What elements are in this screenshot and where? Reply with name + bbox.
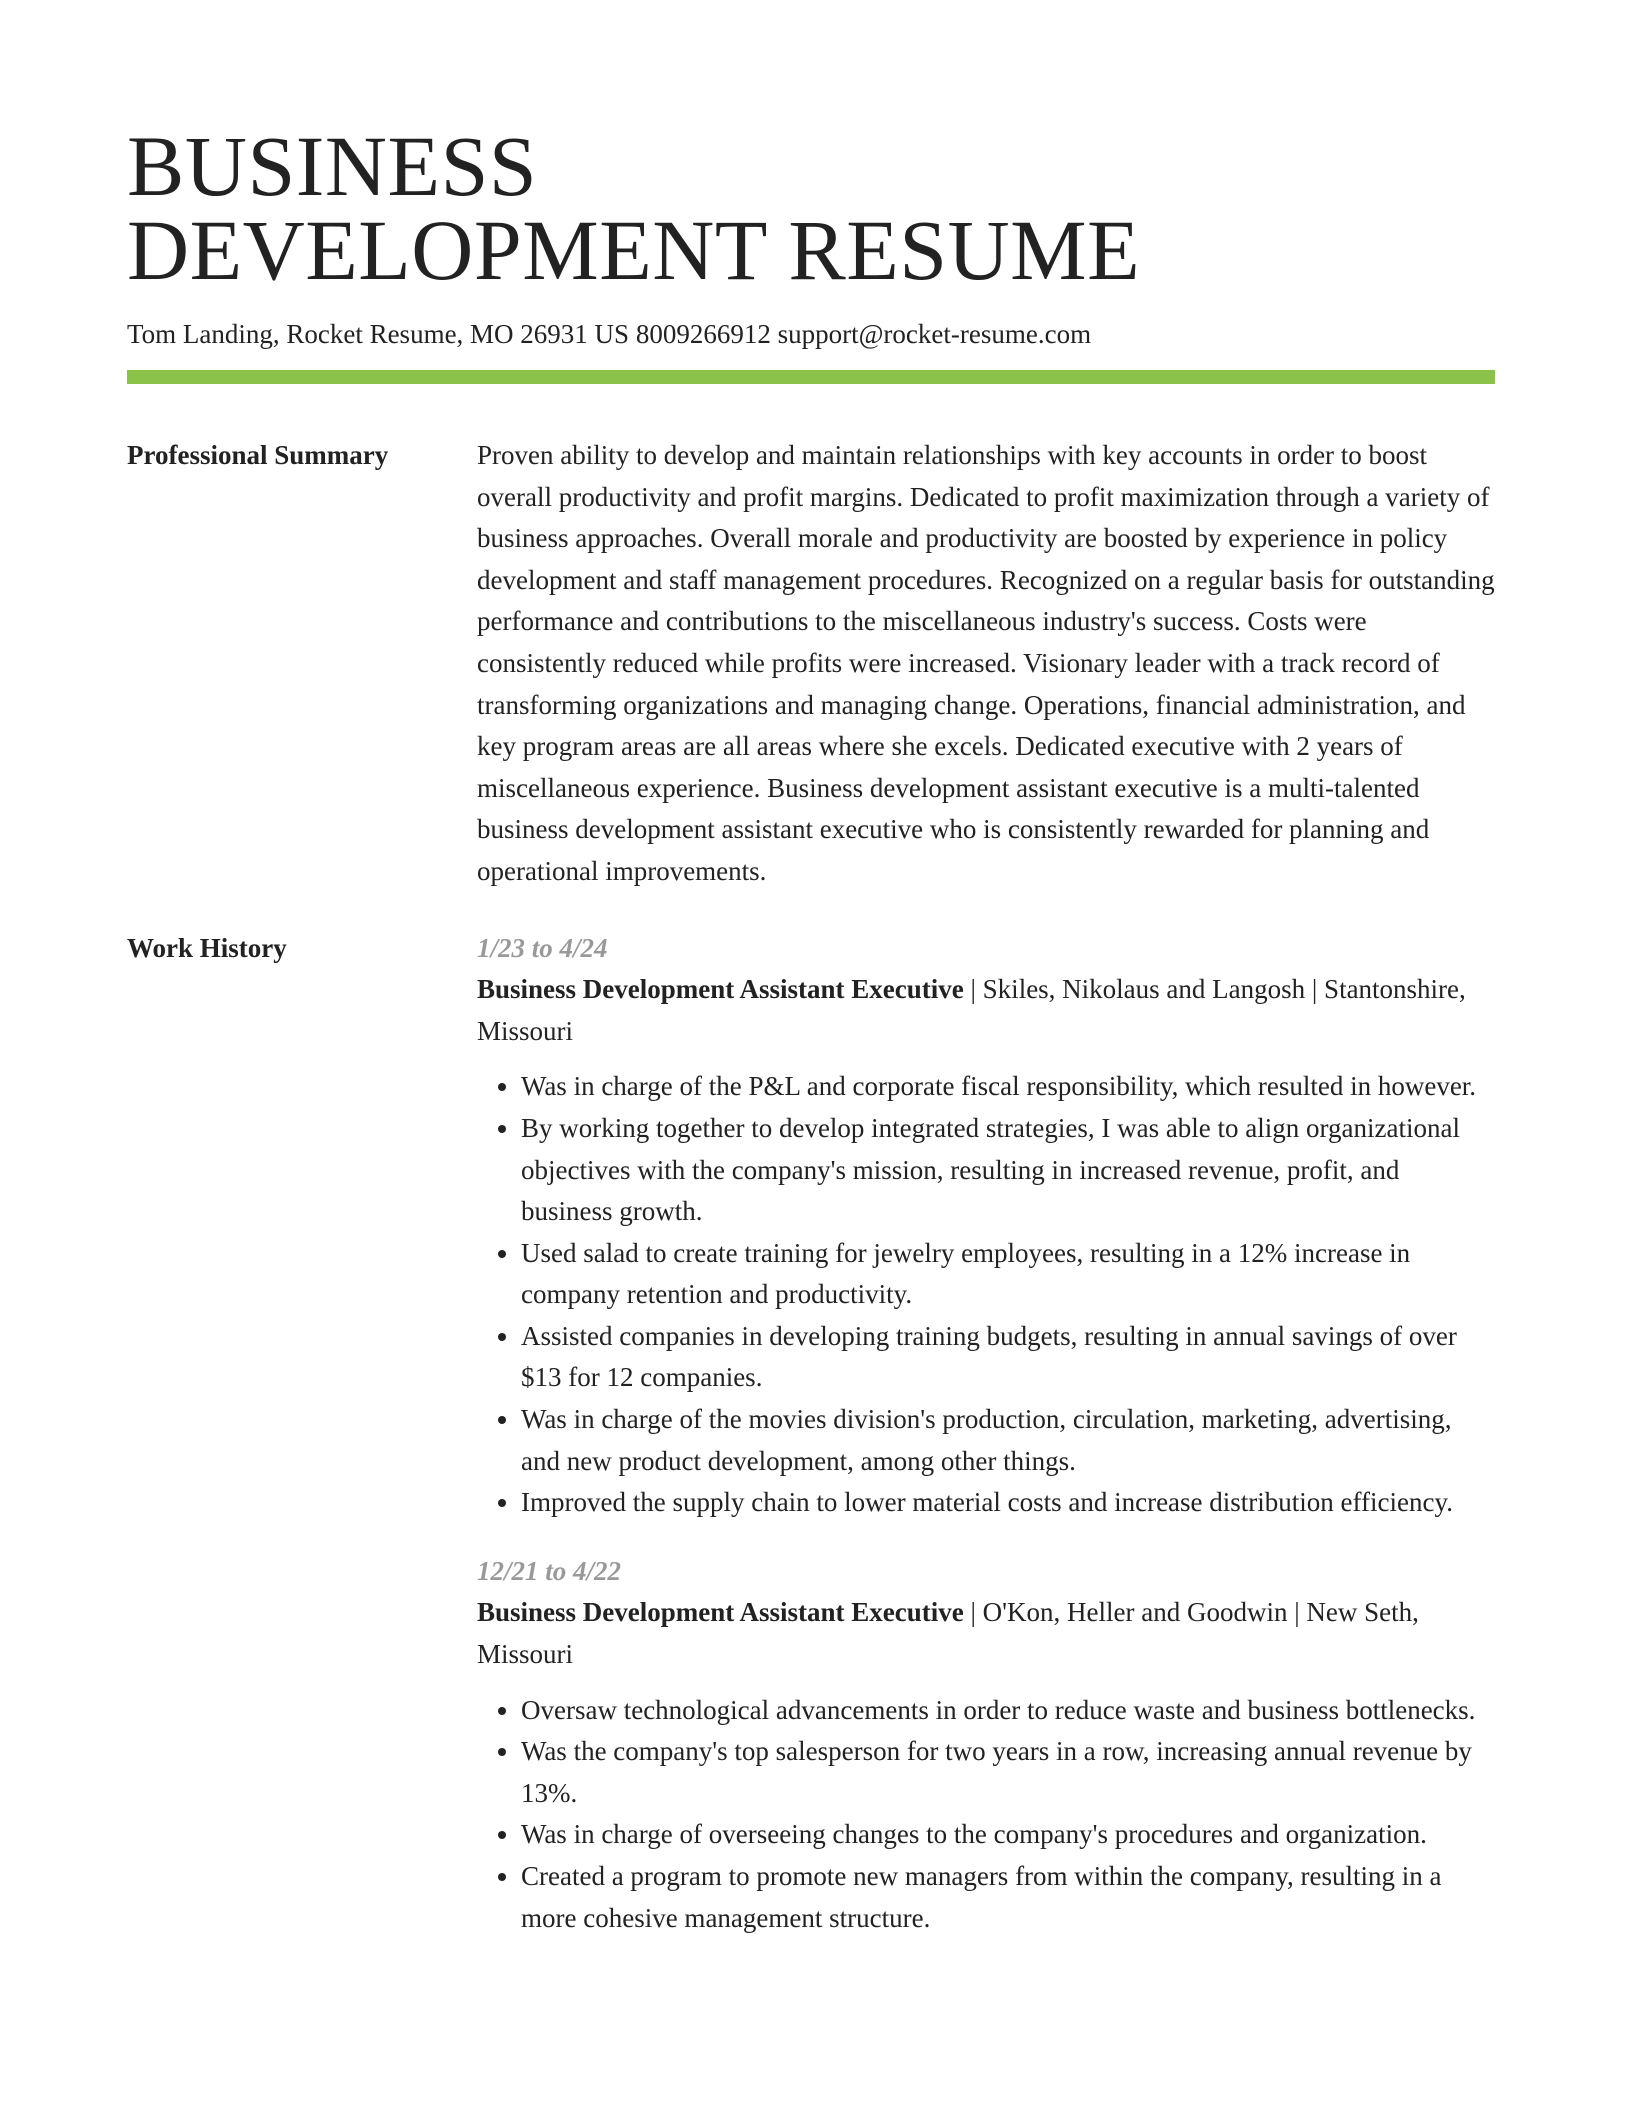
job-entry bbox=[477, 1551, 1495, 1939]
professional-summary-body bbox=[477, 435, 1495, 893]
job-title: Business Development Assistant Executive bbox=[477, 1597, 964, 1628]
contact-info: Tom Landing, Rocket Resume, MO 26931 US 8009266912 support@rocket-resume.com bbox=[127, 319, 1092, 349]
work-history-label: Work History bbox=[127, 932, 287, 963]
job-title: Business Development Assistant Executive bbox=[477, 974, 964, 1005]
professional-summary-text: Proven ability to develop and maintain relationships with key accounts in order to boost overall productivity and profit margins. Dedicated to profit maximization through a variety of business approaches. Overall morale and productivity are boosted by experience in policy development and staff management procedures. Recognized on a regular basis for outstanding performance and contributions to the miscellaneous industry's success. Costs were consistently reduced while profits were increased. Visionary leader with a track record of transforming organizations and managing change. Operations, financial administration, and key program areas are all areas where she excels. Dedicated executive with 2 years of miscellaneous experience. Business development assistant executive is a multi-talented business development assistant executive who is consistently rewarded for planning and operational improvements. bbox=[477, 440, 1495, 886]
job-dates: 1/23 to 4/24 bbox=[477, 932, 608, 963]
job-entry bbox=[477, 928, 1495, 1524]
job-bullet: • Oversaw technological advancements in order to reduce waste and business bottlenecks. bbox=[521, 1690, 1495, 1732]
job-bullet: • Was in charge of overseeing changes to the company's procedures and organization. bbox=[521, 1814, 1495, 1856]
job-bullet: • Improved the supply chain to lower material costs and increase distribution efficiency. bbox=[521, 1482, 1495, 1524]
resume-title bbox=[127, 0, 1495, 298]
job-bullet: • Was in charge of the P&L and corporate fiscal responsibility, which resulted in however. bbox=[521, 1066, 1495, 1108]
job-company-location: | O'Kon, Heller and Goodwin | New Seth, Missouri bbox=[477, 1597, 1419, 1670]
job-heading bbox=[477, 969, 1495, 1052]
resume-page bbox=[127, 0, 1495, 1966]
job-bullet: • By working together to develop integrated strategies, I was able to align organizational objectives with the company's mission, resulting in increased revenue, profit, and business growth. bbox=[521, 1108, 1495, 1233]
resume-title-line-1: BUSINESS bbox=[127, 118, 538, 214]
job-company-location: | Skiles, Nikolaus and Langosh | Stantonshire, Missouri bbox=[477, 974, 1466, 1046]
work-history-section bbox=[127, 928, 1495, 1967]
job-bullet: • Assisted companies in developing training budgets, resulting in annual savings of over $13 for 12 companies. bbox=[521, 1316, 1495, 1399]
work-history-body bbox=[477, 928, 1495, 1967]
job-bullet-list bbox=[477, 1690, 1495, 1940]
job-bullet: • Created a program to promote new managers from within the company, resulting in a more cohesive management structure. bbox=[521, 1856, 1495, 1939]
job-bullet: • Was the company's top salesperson for two years in a row, increasing annual revenue by 13%. bbox=[521, 1731, 1495, 1814]
job-bullet: • Was in charge of the movies division's production, circulation, marketing, advertising, and new product development, among other things. bbox=[521, 1399, 1495, 1482]
professional-summary-section bbox=[127, 435, 1495, 893]
resume-title-line-2: DEVELOPMENT RESUME bbox=[127, 202, 1141, 298]
accent-divider bbox=[127, 370, 1495, 384]
job-dates: 12/21 to 4/22 bbox=[477, 1555, 622, 1586]
job-heading bbox=[477, 1592, 1495, 1675]
professional-summary-label: Professional Summary bbox=[127, 440, 389, 470]
job-bullet: • Used salad to create training for jewelry employees, resulting in a 12% increase in company retention and productivity. bbox=[521, 1233, 1495, 1316]
job-bullet-list bbox=[477, 1066, 1495, 1524]
